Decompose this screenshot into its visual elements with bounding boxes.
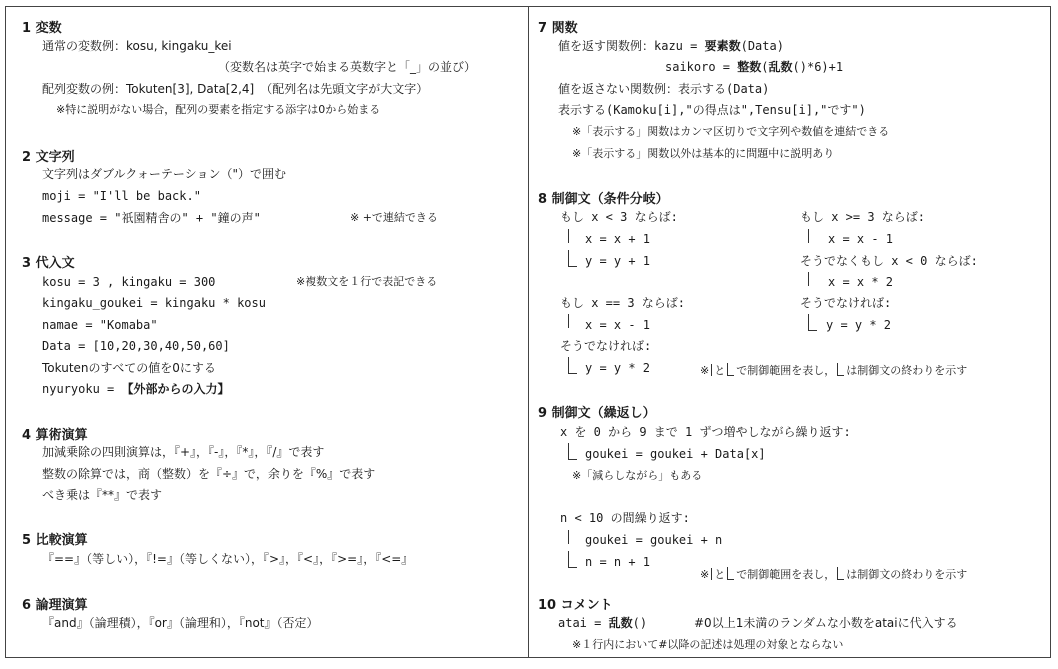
code-line: もし x == 3 ならば:: [560, 296, 686, 310]
control-range-symbol: [711, 568, 712, 580]
note-line: ※「減らしながら」もある: [572, 469, 703, 482]
column-divider: [528, 6, 529, 658]
text-line: 『and』（論理積），『or』（論理和），『not』（否定）: [42, 616, 319, 630]
code-fragment: 値を返す関数例：kazu =: [558, 39, 705, 53]
text-line: Tokutenのすべての値を0にする: [42, 361, 216, 375]
text-line: 整数の除算では，商（整数）を『÷』で，余りを『%』で表す: [42, 467, 376, 481]
control-end-symbol: [837, 567, 844, 580]
note-line: [700, 363, 967, 379]
text-line: べき乗は『**』で表す: [42, 488, 163, 502]
note-fragment: で制御範囲を表し，: [736, 568, 836, 581]
code-fragment: ()*6)+1: [792, 60, 844, 74]
control-end-bar: [568, 250, 577, 267]
note-fragment: ※: [700, 568, 710, 581]
code-line: n < 10 の間繰り返す:: [560, 511, 690, 525]
text-line: 加減乗除の四則演算は，『+』，『-』，『*』，『/』で表す: [42, 445, 325, 459]
code-line: [42, 381, 230, 397]
section-title: 1 変数: [22, 21, 62, 36]
code-line: Data = [10,20,30,40,50,60]: [42, 339, 230, 353]
code-line: 値を返さない関数例：表示する(Data): [558, 82, 770, 96]
note-fragment: は制御文の終わりを示す: [846, 568, 968, 581]
note-line: ※特に説明がない場合，配列の要素を指定する添字は0から始まる: [56, 103, 381, 116]
note-line: ※「表示する」関数以外は基本的に問題中に説明あり: [572, 147, 835, 160]
note-line: [700, 567, 967, 583]
control-end-bar: [568, 357, 577, 374]
code-fragment: atai =: [558, 616, 609, 630]
note-fragment: と: [714, 568, 726, 581]
code-line: もし x < 3 ならば:: [560, 210, 678, 224]
control-range-bar: [568, 314, 569, 328]
section-title: 4 算術演算: [22, 428, 88, 443]
function-name: 要素数: [704, 39, 741, 53]
code-line: kosu = 3 , kingaku = 300: [42, 275, 216, 289]
code-line: y = y * 2: [585, 361, 651, 375]
section-title: 8 制御文（条件分岐）: [538, 192, 669, 207]
code-line: x = x - 1: [585, 318, 651, 332]
comment-text: #0以上1未満のランダムな小数をataiに代入する: [694, 616, 958, 630]
section-title: 9 制御文（繰返し）: [538, 406, 656, 421]
function-name: 整数: [737, 60, 762, 74]
code-line: [558, 38, 784, 54]
input-placeholder-text: 【外部からの入力】: [121, 382, 230, 396]
text-line: 『==』（等しい），『!=』（等しくない），『>』，『<』，『>=』，『<=』: [42, 552, 414, 566]
control-range-bar: [808, 272, 809, 286]
code-line: そうでなくもし x < 0 ならば:: [800, 254, 978, 268]
code-line: x を 0 から 9 まで 1 ずつ増やしながら繰り返す:: [560, 425, 851, 439]
code-line: [558, 615, 647, 631]
code-line: y = y * 2: [826, 318, 892, 332]
code-line: n = n + 1: [585, 555, 651, 569]
code-line: kingaku_goukei = kingaku * kosu: [42, 296, 266, 310]
code-line: 表示する(Kamoku[i],"の得点は",Tensu[i],"です"): [558, 103, 866, 117]
note-fragment: ※: [700, 364, 710, 377]
code-line: そうでなければ:: [560, 339, 652, 353]
note-fragment: は制御文の終わりを示す: [846, 364, 968, 377]
section-title: 3 代入文: [22, 256, 75, 271]
code-line: x = x + 1: [585, 232, 651, 246]
control-end-bar: [568, 443, 577, 460]
section-title: 10 コメント: [538, 598, 613, 613]
control-range-bar: [568, 530, 569, 544]
text-line: 通常の変数例：kosu, kingaku_kei: [42, 39, 232, 53]
code-line: goukei = goukei + n: [585, 533, 723, 547]
section-title: 5 比較演算: [22, 533, 88, 548]
code-line: message = "祇園精舎の" + "鐘の声": [42, 211, 261, 225]
code-fragment: (Data): [740, 39, 784, 53]
control-range-bar: [808, 229, 809, 243]
control-end-symbol: [727, 567, 734, 580]
note-line: ※複数文を１行で表記できる: [296, 275, 438, 288]
code-line: x = x * 2: [828, 275, 894, 289]
text-line: （変数名は英字で始まる英数字と「_」の並び）: [218, 60, 477, 74]
code-line: [665, 59, 843, 75]
code-fragment: (: [761, 60, 769, 74]
code-line: namae = "Komaba": [42, 318, 158, 332]
section-title: 7 関数: [538, 21, 578, 36]
control-end-bar: [568, 551, 577, 568]
control-end-symbol: [727, 363, 734, 376]
control-range-symbol: [711, 364, 712, 376]
code-line: goukei = goukei + Data[x]: [585, 447, 766, 461]
code-fragment: nyuryoku =: [42, 382, 122, 396]
text-line: 文字列はダブルクォーテーション（"）で囲む: [42, 167, 286, 181]
code-line: moji = "I'll be back.": [42, 189, 201, 203]
section-title: 6 論理演算: [22, 598, 88, 613]
code-fragment: saikoro =: [665, 60, 738, 74]
code-line: そうでなければ:: [800, 296, 892, 310]
code-line: x = x - 1: [828, 232, 894, 246]
code-fragment: (): [632, 616, 648, 630]
control-end-bar: [808, 314, 817, 331]
note-line: ※ +で連結できる: [350, 211, 438, 224]
note-line: ※１行内において#以降の記述は処理の対象とならない: [572, 638, 844, 651]
control-end-symbol: [837, 363, 844, 376]
code-line: y = y + 1: [585, 254, 651, 268]
code-line: もし x >= 3 ならば:: [800, 210, 926, 224]
note-fragment: と: [714, 364, 726, 377]
function-name: 乱数: [608, 616, 633, 630]
function-name: 乱数: [768, 60, 793, 74]
text-line: 配列変数の例：Tokuten[3], Data[2,4] （配列名は先頭文字が大文字）: [42, 82, 429, 96]
note-line: ※「表示する」関数はカンマ区切りで文字列や数値を連結できる: [572, 125, 890, 138]
section-title: 2 文字列: [22, 150, 75, 165]
control-range-bar: [568, 229, 569, 243]
note-fragment: で制御範囲を表し，: [736, 364, 836, 377]
